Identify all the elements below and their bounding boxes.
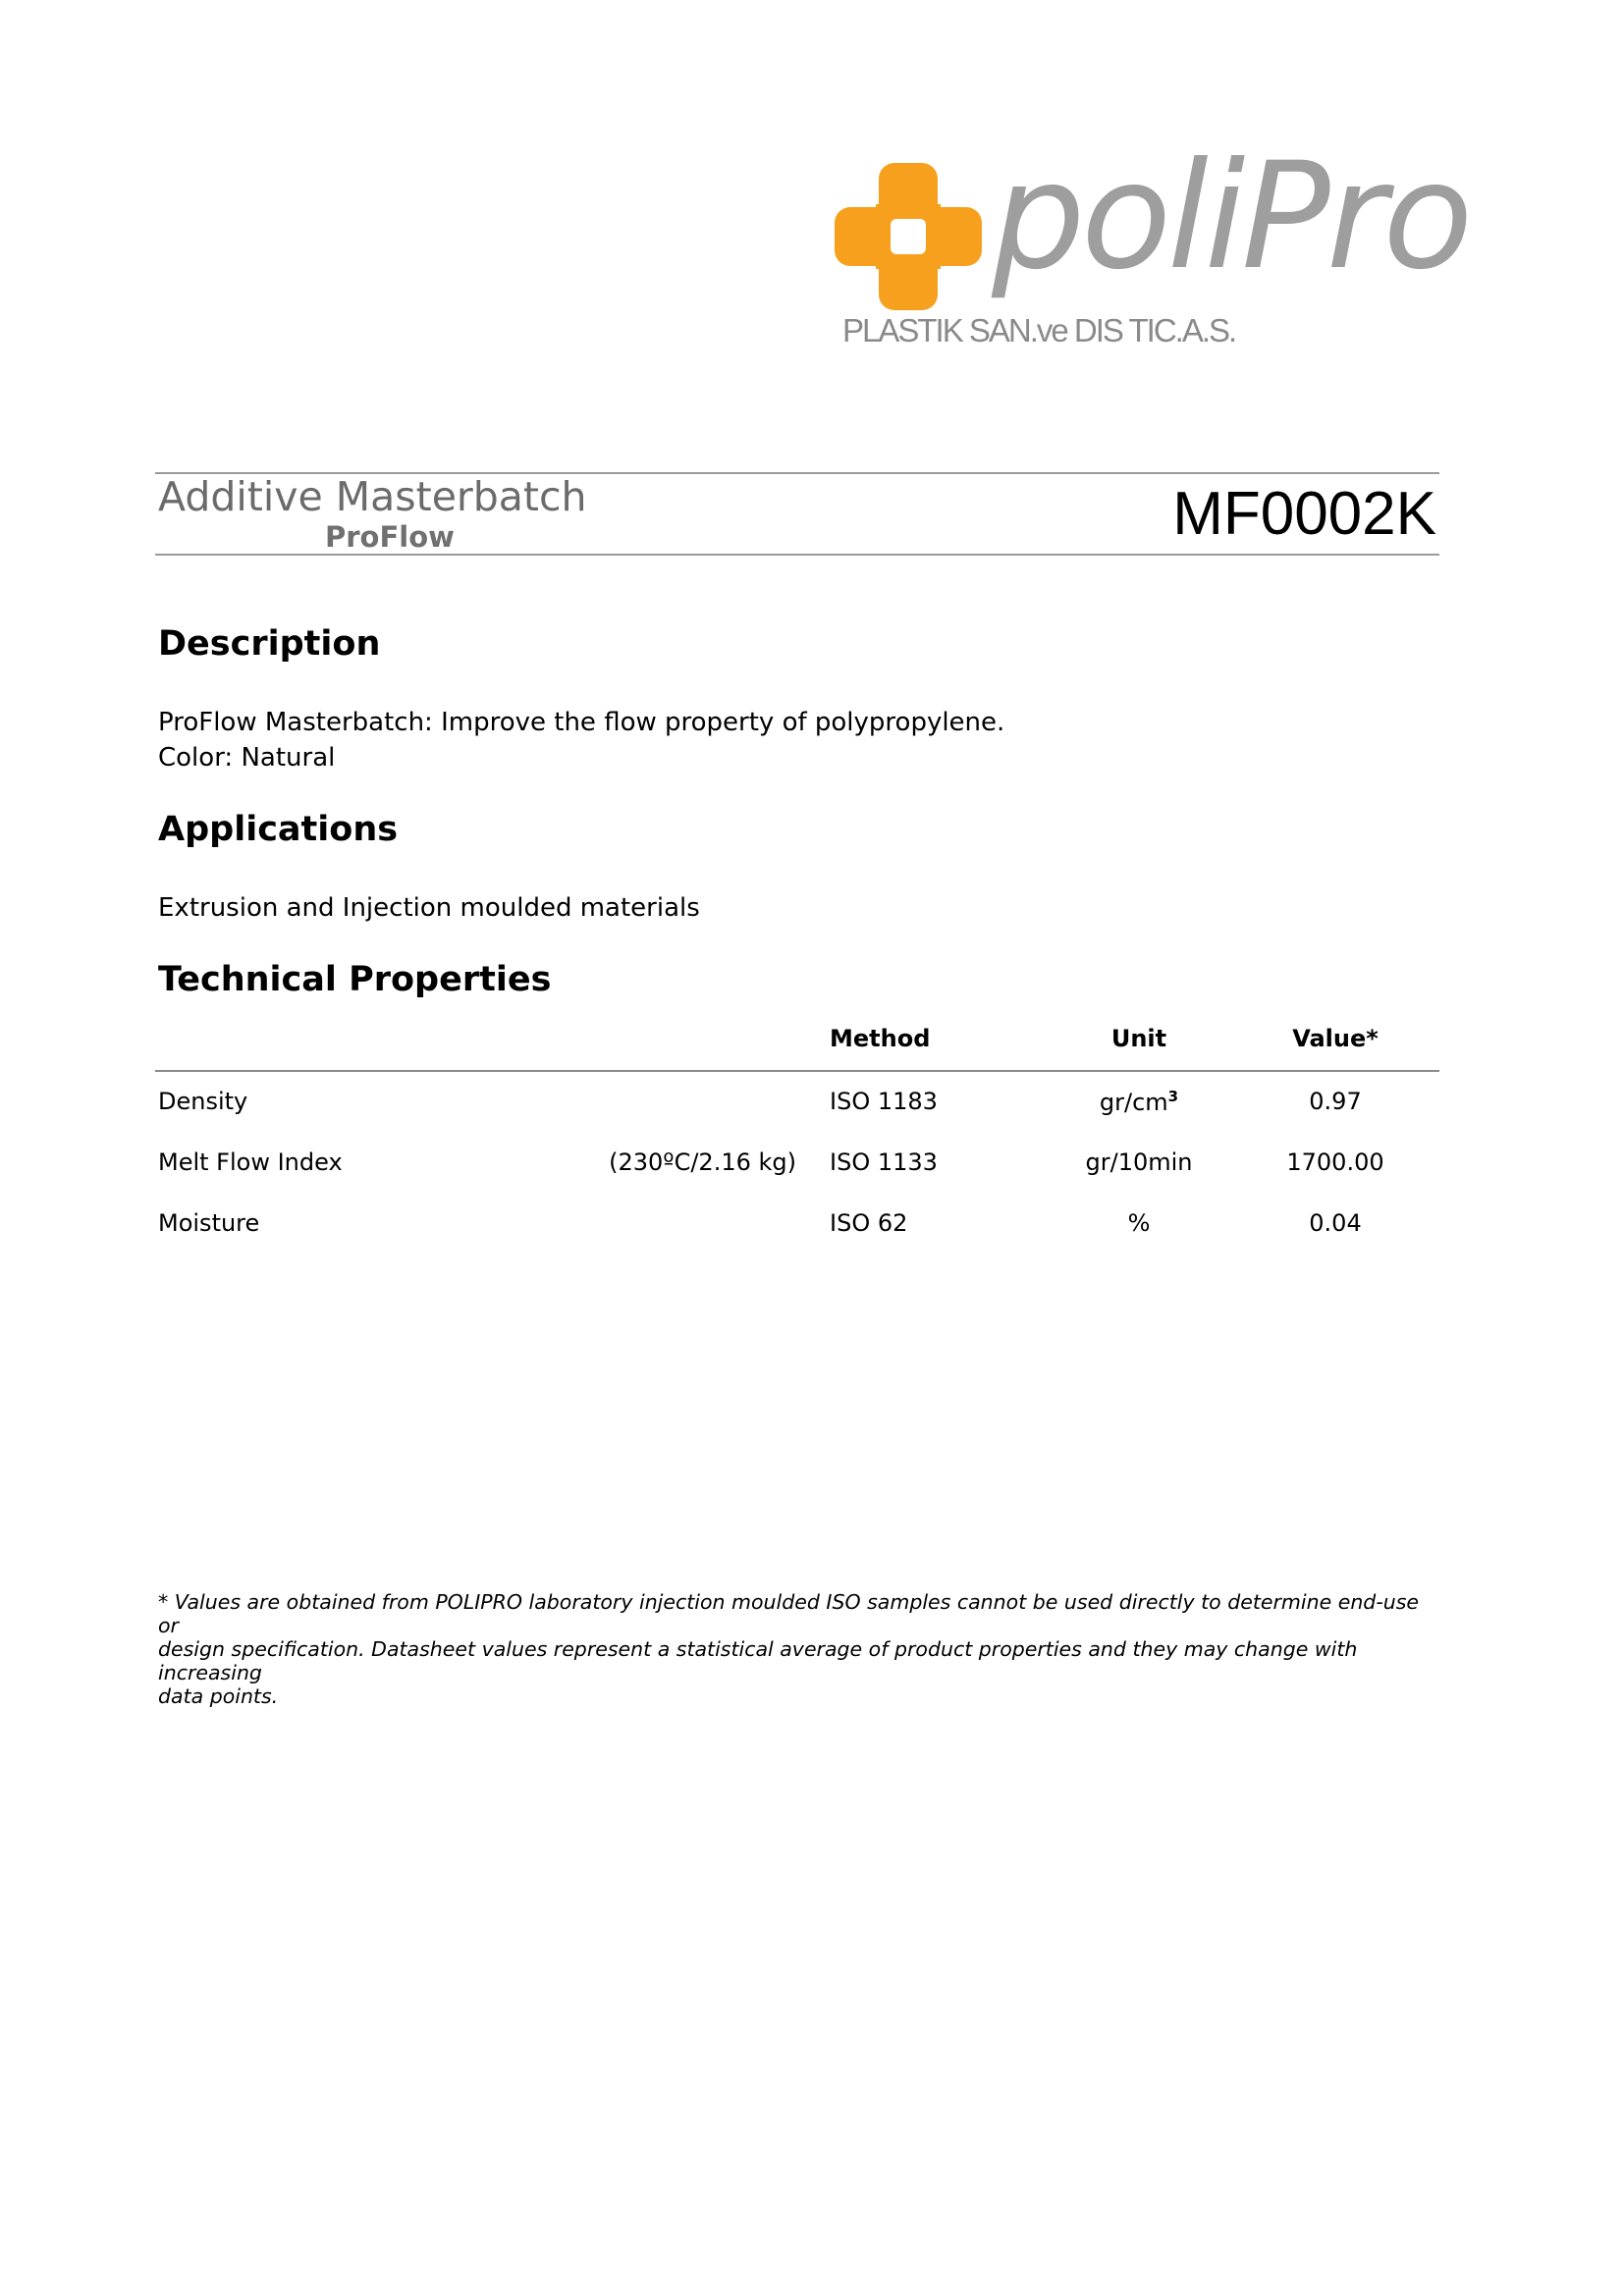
column-header-value: Value* [1292, 1025, 1379, 1052]
property-name: Melt Flow Index [158, 1148, 343, 1176]
technical-properties-heading: Technical Properties [158, 960, 552, 999]
property-value: 0.04 [1309, 1209, 1362, 1237]
property-value: 0.97 [1309, 1088, 1362, 1115]
applications-heading: Applications [158, 810, 399, 849]
unit-superscript: 3 [1167, 1088, 1179, 1105]
product-line-title: Additive Masterbatch [158, 473, 587, 520]
property-method: ISO 1133 [830, 1148, 938, 1176]
description-line: Color: Natural [158, 743, 336, 773]
property-method: ISO 62 [830, 1209, 908, 1237]
property-unit: % [1127, 1209, 1151, 1237]
product-code: MF0002K [1172, 480, 1436, 548]
property-condition: (230ºC/2.16 kg) [609, 1148, 796, 1176]
property-name: Moisture [158, 1209, 260, 1237]
property-unit [1060, 1088, 1217, 1116]
polipro-cross-logo-icon [835, 163, 982, 310]
applications-text: Extrusion and Injection moulded materials [158, 893, 700, 923]
unit-text: gr/cm [1099, 1089, 1168, 1116]
description-heading: Description [158, 624, 381, 664]
property-name: Density [158, 1088, 248, 1115]
property-method: ISO 1183 [830, 1088, 938, 1115]
description-line: ProFlow Masterbatch: Improve the flow property of polypropylene. [158, 708, 1005, 737]
footnote: * Values are obtained from POLIPRO laboratory injection moulded ISO samples cannot be used directly to determine end-use or design specification. Datasheet values represent a statistical average of product properties and they may change with increasing data points. [158, 1590, 1420, 1708]
column-header-unit: Unit [1110, 1025, 1167, 1052]
logo-wordmark: poliPro [992, 132, 1470, 302]
product-family-label: ProFlow [325, 520, 455, 554]
company-logo [835, 132, 1470, 353]
header-bottom-rule [155, 554, 1439, 556]
table-header-rule [155, 1070, 1439, 1072]
property-unit: gr/10min [1085, 1148, 1193, 1176]
logo-subtitle: PLASTIK SAN.ve DIS TIC.A.S. [842, 312, 1236, 348]
column-header-method: Method [830, 1025, 931, 1052]
property-value: 1700.00 [1286, 1148, 1384, 1176]
